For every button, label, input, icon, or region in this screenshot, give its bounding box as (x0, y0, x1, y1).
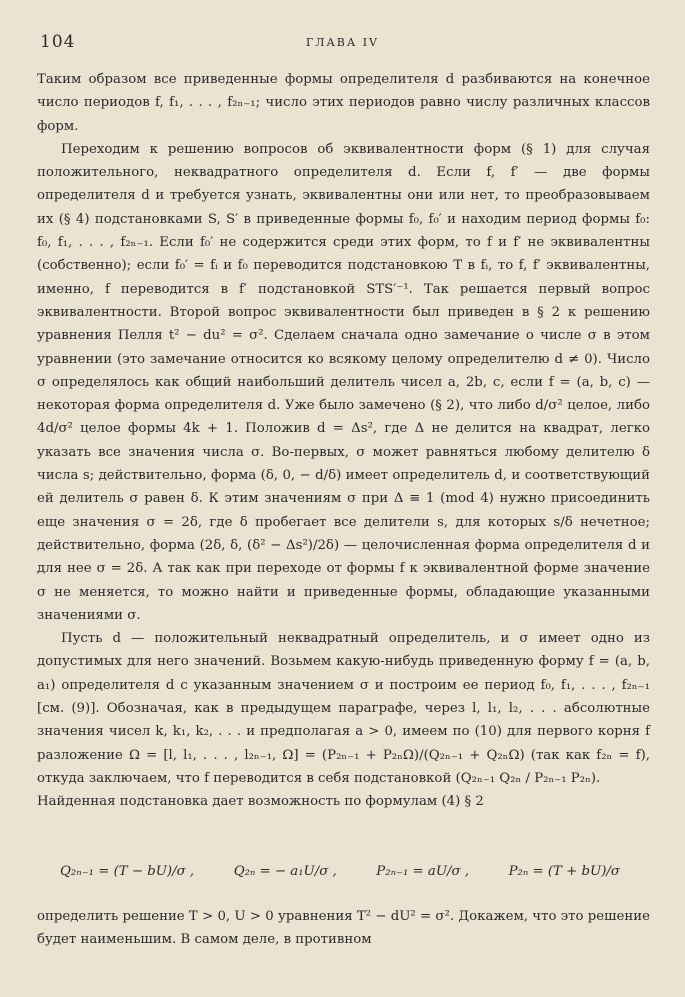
body-text (37, 68, 650, 814)
paragraph: Найденная подстановка дает возможность по формулам (4) § 2 (37, 794, 484, 810)
formula-p2n: P₂ₙ = (T + bU)/σ (508, 863, 620, 879)
formula-q2n: Q₂ₙ = − a₁U/σ , (233, 863, 337, 879)
formula-q2n-1: Q₂ₙ₋₁ = (T − bU)/σ , (60, 863, 195, 879)
page-number: 104 (40, 32, 76, 52)
paragraph: Таким образом все приведенные формы определителя d разбиваются на конечное число периодов f, f₁, . . . , f₂ₙ₋₁; число этих периодов равно числу различных классов форм. (37, 72, 650, 134)
paragraph: Пусть d — положительный неквадратный определитель, и σ имеет одно из допустимых для него значений. Возьмем какую-нибудь приведенную форму f = (a, b, a₁) определителя d с указанным значением σ и построим ее период f₀, f₁, . . . , f₂ₙ₋₁ [см. (9)]. Обозначая, как в предыдущем параграфе, через l, l₁, l₂, . . . абсолютные значения чисел k, k₁, k₂, . . . и предполагая a > 0, имеем по (10) для первого корня f разложение Ω = [l, l₁, . . . , l₂ₙ₋₁, Ω] = (P₂ₙ₋₁ + P₂ₙΩ)/(Q₂ₙ₋₁ + Q₂ₙΩ) (так как f₂ₙ = f), откуда заключаем, что f переводится в себя подстановкой (Q₂ₙ₋₁ Q₂ₙ / P₂ₙ₋₁ P₂ₙ). (37, 631, 650, 786)
continuation-text (37, 905, 650, 952)
page-header (40, 32, 645, 52)
formula-p2n-1: P₂ₙ₋₁ = aU/σ , (376, 863, 470, 879)
paragraph: определить решение T > 0, U > 0 уравнения T² − dU² = σ². Докажем, что это решение будет наименьшим. В самом деле, в противном (37, 909, 650, 948)
chapter-title: ГЛАВА IV (306, 36, 379, 49)
paragraph: Переходим к решению вопросов об эквивалентности форм (§ 1) для случая положительного, неквадратного определителя d. Если f, f′ — две формы определителя d и требуется узнать, эквивалентны они или нет, то преобразовываем их (§ 4) подстановками S, S′ в приведенные формы f₀, f₀′ и находим период формы f₀: f₀, f₁, . . . , f₂ₙ₋₁. Если f₀′ не содержится среди этих форм, то f и f′ не эквивалентны (собственно); если f₀′ = fᵢ и f₀ переводится подстановкою T в fᵢ, то f, f′ эквивалентны, именно, f переводится в f′ подстановкой STS′⁻¹. Так решается первый вопрос эквивалентности. Второй вопрос эквивалентности был приведен в § 2 к решению уравнения Пелля t² − du² = σ². Сделаем сначала одно замечание о числе σ в этом уравнении (это замечание относится ко всякому целому определителю d ≠ 0). Число σ определялось как общий наибольший делитель чисел a, 2b, c, если f = (a, b, c) — некоторая форма определителя d. Уже было замечено (§ 2), что либо d/σ² целое, либо 4d/σ² целое формы 4k + 1. Положив d = Δs², где Δ не делится на квадрат, легко указать все значения числа σ. Во-первых, σ может равняться любому делителю δ числа s; действительно, форма (δ, 0, − d/δ) имеет определитель d, и соответствующий ей делитель σ равен δ. К этим значениям σ при Δ ≡ 1 (mod 4) нужно присоединить еще значения σ = 2δ, где δ пробегает все делители s, для которых s/δ нечетное; действительно, форма (2δ, δ, (δ² − Δs²)/2δ) — целочисленная форма определителя d и для нее σ = 2δ. А так как при переходе от формы f к эквивалентной форме значение σ не меняется, то можно найти и приведенные формы, обладающие указанными значениями σ. (37, 141, 650, 623)
formula-row (60, 848, 620, 894)
